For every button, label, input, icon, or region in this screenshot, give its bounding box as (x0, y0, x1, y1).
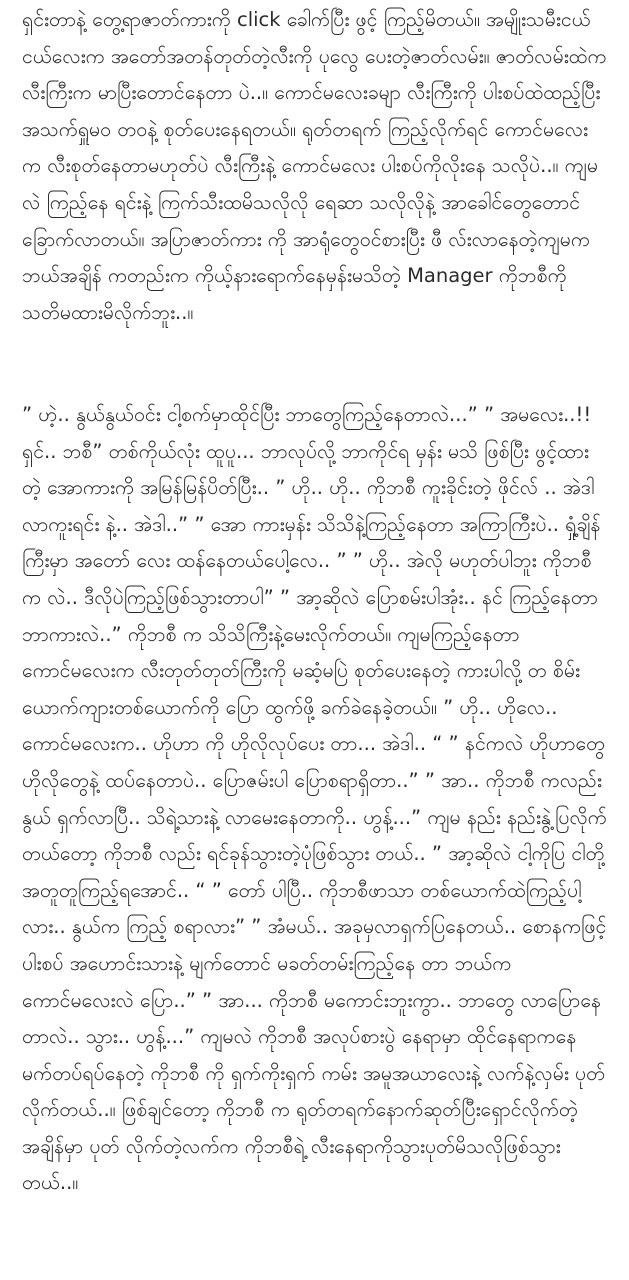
paragraph-1: ရှင်းတာနဲ့ တွေ့ရာဇာတ်ကားကို click ခေါက်ပြီး ဖွင့် ကြည့်မိတယ်။ အမျိုးသမီးငယ်ငယ်လေးက အတော်အတန်တုတ်တဲ့လီးကို ပုလွေ ပေးတဲ့ဇာတ်လမ်း။ ဇာတ်လမ်းထဲကလီးကြီးက မာပြီးတောင်နေတာ ပဲ..။ ကောင်မလေးခမျာ လီးကြီးကို ပါးစပ်ထဲထည့်ပြီး အသက်ရှူမဝ တဝနဲ့ စုတ်ပေးနေရတယ်။ ရုတ်တရက် ကြည့်လိုက်ရင် ကောင်မလေး က လီးစုတ်နေတာမဟုတ်ပဲ လီးကြီးနဲ့ ကောင်မလေး ပါးစပ်ကိုလိုးနေ သလိုပဲ..။ ကျမလဲ ကြည့်နေ ရင်းနဲ့ ကြက်သီးထမိသလိုလို ရေဆာ သလိုလိုနဲ့ အာခေါင်တွေတောင် ခြောက်လာတယ်။ အပြာဇာတ်ကား ကို အာရုံတွေဝင်စားပြီး ဖီ လ်းလာနေတဲ့ကျမက ဘယ်အချိန် ကတည်းက ကိုယ့်နားရောက်နေမှန်းမသိတဲ့ Manager ကိုဘစီကို သတိမထားမိလိုက်ဘူး..။ (22, 8, 607, 324)
paragraph-2: ” ဟဲ့.. နွယ်နွယ်ဝင်း ငါ့စက်မှာထိုင်ပြီး ဘာတွေကြည့်နေတာလဲ...” ” အမလေး..!! ရှင်.. ဘစီ” တစ်ကိုယ်လုံး ထူပူ... ဘာလုပ်လို့ ဘာကိုင်ရ မှန်း မသိ ဖြစ်ပြီး ဖွင့်ထားတဲ့ အောကားကို အမြန်မြန်ပိတ်ပြီး.. ” ဟို.. ဟို.. ကိုဘစီ ကူးခိုင်းတဲ့ ဖိုင်လ် .. အဲဒါ လာကူးရင်း နဲ့.. အဲဒါ..” ” အော ကားမှန်း သိသိနဲ့ကြည့်နေတာ အကြာကြီးပဲ.. ရှုံ့ချိန်ကြီးမှာ အတော် လေး ထန်နေတယ်ပေါ့လေ.. ” ” ဟို.. အဲလို မဟုတ်ပါဘူး ကိုဘစီက လဲ.. ဒီလိုပဲကြည့်ဖြစ်သွားတာပါ” ” အာ့ဆိုလဲ ပြောစမ်းပါအုံး.. နင် ကြည့်နေတာ ဘာကားလဲ..” ကိုဘစီ က သိသိကြီးနဲ့မေးလိုက်တယ်။ ကျမကြည့်နေတာ ကောင်မလေးက လီးတုတ်တုတ်ကြီးကို မဆံ့မပြဲ စုတ်ပေးနေတဲ့ ကားပါလို့ တ စိမ်းယောက်ကျားတစ်ယောက်ကို ပြော ထွက်ဖို့ ခက်ခဲနေခဲ့တယ်။ ” ဟို.. ဟိုလေ.. ကောင်မလေးက.. ဟိုဟာ ကို ဟိုလိုလုပ်ပေး တာ... အဲဒါ.. “ ” နင်ကလဲ ဟိုဟာတွေ ဟိုလိုတွေနဲ့ ထပ်နေတာပဲ.. ပြောဇမ်းပါ ပြောစရာရှိတာ..” ” အာ.. ကိုဘစီ ကလည်း နွယ် ရှက်လာပြီ.. သိရဲ့သားနဲ့ လာမေးနေတာကို.. ဟွန့်...” ကျမ နည်း နည်းနွဲ့ပြလိုက်တယ်တော့ ကိုဘစီ လည်း ရင်ခုန်သွားတဲ့ပုံဖြစ်သွား တယ်.. ” အာ့ဆိုလဲ ငါ့ကိုပြ ငါတို့ အတူတူကြည့်ရအောင်.. “ ” တော် ပါပြီ.. ကိုဘစီဖာသာ တစ်ယောက်ထဲကြည့်ပါ့လား.. နွယ်က ကြည့် စရာလား” ” အံမယ်.. အခုမှလာရှက်ပြနေတယ်.. စောနကဖြင့် ပါးစပ် အဟောင်းသားနဲ့ မျက်တောင် မခတ်တမ်းကြည့်နေ တာ ဘယ်က ကောင်မလေးလဲ ပြော..” ” အာ... ကိုဘစီ မကောင်းဘူးကွာ.. ဘာတွေ လာပြောနေတာလဲ.. သွား.. ဟွန့်...” ကျမလဲ ကိုဘစီ အလုပ်စားပွဲ နေရာမှာ ထိုင်နေရာကနေ မက်တပ်ရပ်နေတဲ့ ကိုဘစီ ကို ရှက်ကိုးရှက် ကမ်း အမူအယာလေးနဲ့ လက်နဲ့လှမ်း ပုတ်လိုက်တယ်..။ ဖြစ်ချင်တော့ ကိုဘစီ က ရုတ်တရက်နောက်ဆုတ်ပြီးရှောင်လိုက်တဲ့အချိန်မှာ ပုတ် လိုက်တဲ့လက်က ကိုဘစီရဲ့ လီးနေရာကိုသွားပုတ်မိသလိုဖြစ်သွား တယ်..။ (22, 403, 613, 1195)
